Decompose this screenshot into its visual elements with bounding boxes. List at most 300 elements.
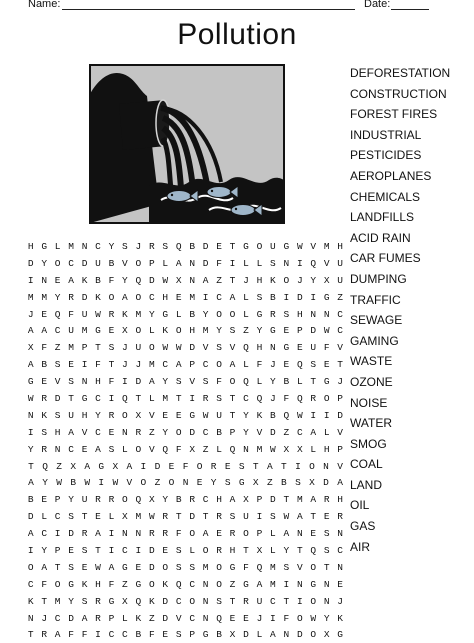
grid-letter: T [337, 359, 343, 371]
grid-letter: Z [54, 342, 61, 354]
grid-letter: C [95, 240, 101, 252]
grid-letter: W [323, 325, 330, 337]
grid-letter: R [41, 392, 48, 404]
grid-letter: C [189, 612, 196, 624]
grid-letter: R [162, 528, 169, 540]
grid-letter: G [27, 376, 34, 388]
grid-letter: J [41, 612, 48, 624]
grid-letter: B [189, 240, 196, 252]
grid-letter: A [310, 494, 317, 506]
grid-letter: Q [296, 359, 303, 371]
grid-letter: T [229, 274, 236, 286]
grid-letter: W [202, 409, 209, 421]
grid-letter: F [175, 528, 182, 540]
grid-letter: C [41, 528, 48, 540]
grid-letter: L [189, 544, 196, 556]
grid-letter: I [95, 629, 101, 641]
grid-letter: Y [148, 308, 155, 320]
grid-letter: W [162, 342, 169, 354]
grid-letter: G [270, 325, 276, 337]
grid-letter: X [135, 409, 142, 421]
grid-letter: D [135, 376, 142, 388]
grid-letter: C [108, 629, 115, 641]
grid-letter: I [81, 359, 88, 371]
grid-letter: E [216, 528, 222, 540]
grid-letter: P [337, 443, 343, 455]
name-label: Name: [28, 0, 61, 10]
grid-letter: I [27, 426, 34, 438]
grid-letter: P [296, 325, 303, 337]
grid-letter: N [202, 595, 209, 607]
grid-letter: W [175, 342, 182, 354]
name-field-line [62, 9, 355, 10]
grid-letter: D [270, 426, 276, 438]
grid-letter: D [148, 544, 155, 556]
grid-letter: Y [243, 409, 249, 421]
grid-letter: A [41, 325, 48, 337]
grid-letter: S [216, 342, 222, 354]
grid-letter: R [95, 595, 101, 607]
grid-row [24, 458, 347, 475]
grid-letter: P [256, 494, 263, 506]
grid-letter: G [238, 477, 245, 489]
grid-letter: A [122, 291, 128, 303]
grid-letter: N [202, 578, 209, 590]
grid-letter: A [95, 443, 101, 455]
grid-letter: D [148, 561, 155, 573]
grid-letter: E [108, 325, 115, 337]
grid-letter: Y [162, 426, 169, 438]
grid-letter: H [54, 426, 61, 438]
grid-letter: Q [135, 274, 142, 286]
grid-letter: K [81, 274, 88, 286]
grid-letter: I [140, 460, 147, 472]
grid-letter: Y [202, 308, 209, 320]
grid-letter: N [283, 629, 290, 641]
grid-letter: S [175, 629, 182, 641]
grid-letter: D [162, 612, 169, 624]
grid-letter: J [122, 342, 128, 354]
grid-letter: Q [122, 392, 128, 404]
grid-letter: Z [148, 426, 155, 438]
grid-letter: F [68, 629, 74, 641]
word-list-item: AEROPLANES [350, 168, 432, 183]
grid-letter: E [283, 359, 290, 371]
grid-letter: T [283, 595, 290, 607]
grid-letter: C [337, 308, 343, 320]
grid-letter: S [189, 561, 196, 573]
grid-letter: L [270, 528, 276, 540]
grid-letter: U [337, 274, 343, 286]
grid-letter: H [95, 578, 101, 590]
grid-letter: N [41, 274, 48, 286]
grid-letter: E [162, 409, 169, 421]
grid-letter: C [68, 257, 74, 269]
grid-letter: I [295, 460, 301, 472]
grid-letter: V [175, 612, 182, 624]
grid-letter: N [270, 342, 276, 354]
grid-letter: C [95, 392, 101, 404]
grid-letter: Y [68, 595, 74, 607]
grid-letter: N [243, 443, 249, 455]
grid-letter: I [270, 612, 276, 624]
grid-letter: M [202, 561, 209, 573]
grid-letter: C [270, 595, 276, 607]
grid-letter: F [148, 629, 155, 641]
grid-letter: Q [256, 392, 263, 404]
grid-letter: T [229, 595, 236, 607]
grid-letter: S [256, 291, 263, 303]
grid-letter: T [175, 392, 182, 404]
grid-letter: C [337, 544, 343, 556]
grid-letter: G [283, 240, 290, 252]
grid-letter: E [175, 409, 182, 421]
grid-letter: G [162, 308, 169, 320]
grid-row [24, 306, 347, 323]
grid-letter: Y [108, 240, 115, 252]
grid-letter: G [243, 578, 249, 590]
grid-letter: L [54, 240, 61, 252]
grid-letter: E [337, 578, 343, 590]
grid-letter: J [270, 359, 276, 371]
grid-letter: B [189, 308, 196, 320]
grid-letter: S [122, 240, 128, 252]
grid-letter: D [202, 240, 209, 252]
grid-letter: M [54, 595, 61, 607]
grid-letter: I [108, 392, 115, 404]
grid-letter: O [310, 629, 317, 641]
grid-letter: D [270, 494, 276, 506]
grid-letter: N [182, 477, 189, 489]
grid-row [24, 491, 347, 508]
grid-letter: O [309, 460, 315, 472]
grid-letter: Q [162, 443, 169, 455]
grid-letter: A [108, 561, 115, 573]
grid-letter: V [229, 342, 236, 354]
grid-letter: L [256, 257, 263, 269]
grid-letter: A [256, 578, 263, 590]
grid-letter: K [135, 612, 142, 624]
grid-letter: G [189, 409, 196, 421]
grid-letter: N [122, 528, 128, 540]
grid-letter: E [108, 426, 115, 438]
grid-letter: P [54, 494, 61, 506]
grid-letter: Y [122, 274, 128, 286]
grid-letter: P [108, 612, 115, 624]
grid-letter: H [81, 409, 88, 421]
grid-letter: C [54, 612, 61, 624]
word-list-item: INDUSTRIAL [350, 127, 422, 142]
grid-row [24, 424, 347, 441]
grid-letter: J [122, 359, 128, 371]
grid-letter: X [309, 477, 315, 489]
grid-letter: E [196, 477, 203, 489]
grid-letter: I [202, 291, 209, 303]
grid-letter: U [243, 511, 249, 523]
grid-letter: A [229, 494, 236, 506]
grid-letter: I [283, 578, 290, 590]
grid-letter: C [216, 291, 222, 303]
grid-letter: L [148, 325, 155, 337]
grid-letter: W [310, 612, 317, 624]
grid-letter: Q [229, 443, 236, 455]
grid-letter: X [323, 274, 330, 286]
grid-letter: D [148, 274, 155, 286]
grid-letter: B [175, 494, 182, 506]
grid-letter: E [54, 274, 61, 286]
grid-letter: S [323, 528, 330, 540]
grid-letter: E [229, 612, 236, 624]
grid-letter: B [270, 409, 276, 421]
grid-letter: N [323, 595, 330, 607]
grid-letter: S [224, 477, 231, 489]
grid-letter: F [182, 460, 189, 472]
grid-letter: M [135, 308, 142, 320]
grid-letter: M [270, 561, 276, 573]
grid-letter: I [323, 409, 330, 421]
grid-letter: M [68, 240, 74, 252]
grid-letter: S [323, 544, 330, 556]
grid-letter: I [135, 544, 142, 556]
grid-letter: C [122, 544, 128, 556]
grid-letter: M [148, 359, 155, 371]
grid-letter: N [81, 376, 88, 388]
grid-letter: N [202, 612, 209, 624]
grid-letter: J [27, 308, 34, 320]
grid-letter: M [256, 443, 263, 455]
grid-letter: O [135, 325, 142, 337]
grid-letter: X [243, 494, 249, 506]
grid-letter: A [202, 274, 209, 286]
grid-letter: X [252, 477, 259, 489]
grid-letter: I [27, 274, 34, 286]
grid-letter: M [296, 494, 303, 506]
grid-letter: P [337, 392, 343, 404]
grid-letter: M [81, 325, 88, 337]
grid-letter: Z [266, 477, 273, 489]
word-list-item: DUMPING [350, 271, 407, 286]
grid-letter: K [148, 595, 155, 607]
grid-letter: N [323, 578, 330, 590]
grid-letter: O [140, 477, 147, 489]
word-list-item: LAND [350, 477, 383, 492]
grid-letter: P [148, 257, 155, 269]
grid-letter: Y [256, 325, 263, 337]
grid-letter: R [216, 511, 222, 523]
grid-letter: S [229, 511, 236, 523]
grid-letter: L [162, 257, 169, 269]
grid-letter: R [68, 291, 74, 303]
grid-letter: H [216, 494, 222, 506]
grid-letter: C [54, 511, 61, 523]
grid-letter: X [229, 629, 236, 641]
grid-letter: U [310, 342, 317, 354]
grid-letter: A [337, 477, 343, 489]
grid-letter: X [283, 443, 290, 455]
grid-letter: O [196, 460, 203, 472]
grid-letter: E [41, 494, 48, 506]
grid-letter: E [323, 511, 330, 523]
grid-letter: C [189, 578, 196, 590]
grid-letter: E [135, 561, 142, 573]
grid-letter: F [216, 257, 222, 269]
grid-letter: O [168, 477, 175, 489]
word-list-item: AIR [350, 539, 371, 554]
grid-letter: P [256, 528, 263, 540]
grid-row [24, 542, 347, 559]
grid-letter: H [229, 544, 236, 556]
grid-letter: T [243, 544, 249, 556]
grid-letter: F [81, 629, 88, 641]
grid-letter: O [122, 494, 128, 506]
grid-letter: X [122, 325, 128, 337]
grid-letter: H [296, 308, 303, 320]
grid-letter: V [310, 240, 317, 252]
grid-letter: O [135, 291, 142, 303]
grid-letter: E [168, 460, 175, 472]
grid-letter: I [122, 376, 128, 388]
grid-letter: F [283, 392, 290, 404]
grid-letter: F [216, 376, 222, 388]
grid-letter: D [310, 325, 317, 337]
grid-letter: E [41, 308, 48, 320]
grid-letter: Y [54, 291, 61, 303]
grid-letter: O [122, 409, 128, 421]
grid-letter: X [175, 274, 182, 286]
grid-letter: M [41, 291, 48, 303]
grid-letter: K [337, 612, 343, 624]
grid-letter: Y [210, 477, 217, 489]
grid-letter: E [283, 325, 290, 337]
grid-letter: O [229, 376, 236, 388]
grid-letter: C [148, 291, 155, 303]
grid-letter: I [283, 291, 290, 303]
grid-letter: M [323, 240, 330, 252]
grid-letter: O [148, 578, 155, 590]
grid-letter: N [81, 240, 88, 252]
grid-letter: W [95, 308, 101, 320]
grid-letter: F [283, 612, 290, 624]
grid-letter: E [296, 342, 303, 354]
grid-letter: Z [337, 291, 343, 303]
grid-letter: W [95, 561, 101, 573]
grid-letter: L [310, 443, 317, 455]
grid-letter: H [162, 291, 169, 303]
grid-letter: G [202, 629, 209, 641]
grid-letter: M [189, 291, 196, 303]
grid-letter: Y [270, 376, 276, 388]
grid-letter: R [216, 544, 222, 556]
grid-letter: E [162, 629, 169, 641]
grid-letter: M [162, 392, 169, 404]
grid-letter: M [68, 342, 74, 354]
grid-letter: Q [54, 308, 61, 320]
grid-row [24, 525, 347, 542]
grid-letter: N [27, 612, 34, 624]
grid-letter: J [337, 595, 343, 607]
grid-letter: Y [243, 426, 249, 438]
grid-letter: G [323, 376, 330, 388]
grid-letter: Z [202, 443, 209, 455]
grid-letter: F [243, 561, 249, 573]
grid-row [24, 339, 347, 356]
grid-letter: G [95, 325, 101, 337]
grid-letter: I [98, 477, 105, 489]
grid-letter: D [202, 257, 209, 269]
grid-row [24, 576, 347, 593]
grid-letter: V [337, 342, 343, 354]
grid-letter: L [323, 426, 330, 438]
grid-letter: E [81, 561, 88, 573]
grid-letter: Y [216, 325, 222, 337]
grid-letter: S [54, 409, 61, 421]
grid-letter: A [202, 528, 209, 540]
grid-letter: K [122, 308, 128, 320]
grid-letter: D [296, 291, 303, 303]
grid-letter: S [202, 376, 209, 388]
grid-letter: Z [229, 578, 236, 590]
grid-letter: L [256, 376, 263, 388]
grid-letter: L [216, 443, 222, 455]
grid-letter: W [84, 477, 91, 489]
grid-letter: W [296, 240, 303, 252]
grid-letter: Q [135, 595, 142, 607]
grid-letter: B [283, 376, 290, 388]
grid-letter: T [323, 561, 330, 573]
grid-letter: R [243, 595, 249, 607]
grid-letter: O [189, 595, 196, 607]
grid-row [24, 356, 347, 373]
grid-letter: C [122, 629, 128, 641]
grid-letter: V [54, 376, 61, 388]
grid-letter: X [122, 511, 128, 523]
grid-letter: D [27, 511, 34, 523]
grid-letter: V [81, 426, 88, 438]
grid-letter: H [337, 494, 343, 506]
grid-letter: F [41, 578, 48, 590]
grid-letter: H [323, 443, 330, 455]
grid-letter: T [68, 392, 74, 404]
grid-letter: G [41, 240, 48, 252]
grid-letter: T [229, 392, 236, 404]
grid-row [24, 272, 347, 289]
page-title: Pollution [177, 18, 297, 51]
grid-letter: S [283, 308, 290, 320]
grid-letter: J [256, 612, 263, 624]
grid-letter: Z [154, 477, 161, 489]
grid-letter: S [68, 561, 74, 573]
grid-letter: C [337, 325, 343, 337]
grid-letter: T [108, 359, 115, 371]
grid-letter: S [216, 595, 222, 607]
grid-letter: T [175, 511, 182, 523]
grid-letter: W [148, 511, 155, 523]
word-list-item: COAL [350, 457, 383, 472]
grid-letter: W [27, 392, 34, 404]
grid-letter: A [41, 561, 48, 573]
grid-letter: T [95, 342, 101, 354]
grid-letter: H [337, 240, 343, 252]
grid-row [24, 474, 347, 491]
grid-letter: K [27, 595, 34, 607]
grid-letter: V [148, 443, 155, 455]
grid-letter: C [202, 359, 209, 371]
grid-letter: T [41, 595, 48, 607]
grid-letter: K [162, 325, 169, 337]
grid-letter: B [108, 257, 115, 269]
grid-letter: V [122, 257, 128, 269]
grid-letter: Y [68, 494, 74, 506]
